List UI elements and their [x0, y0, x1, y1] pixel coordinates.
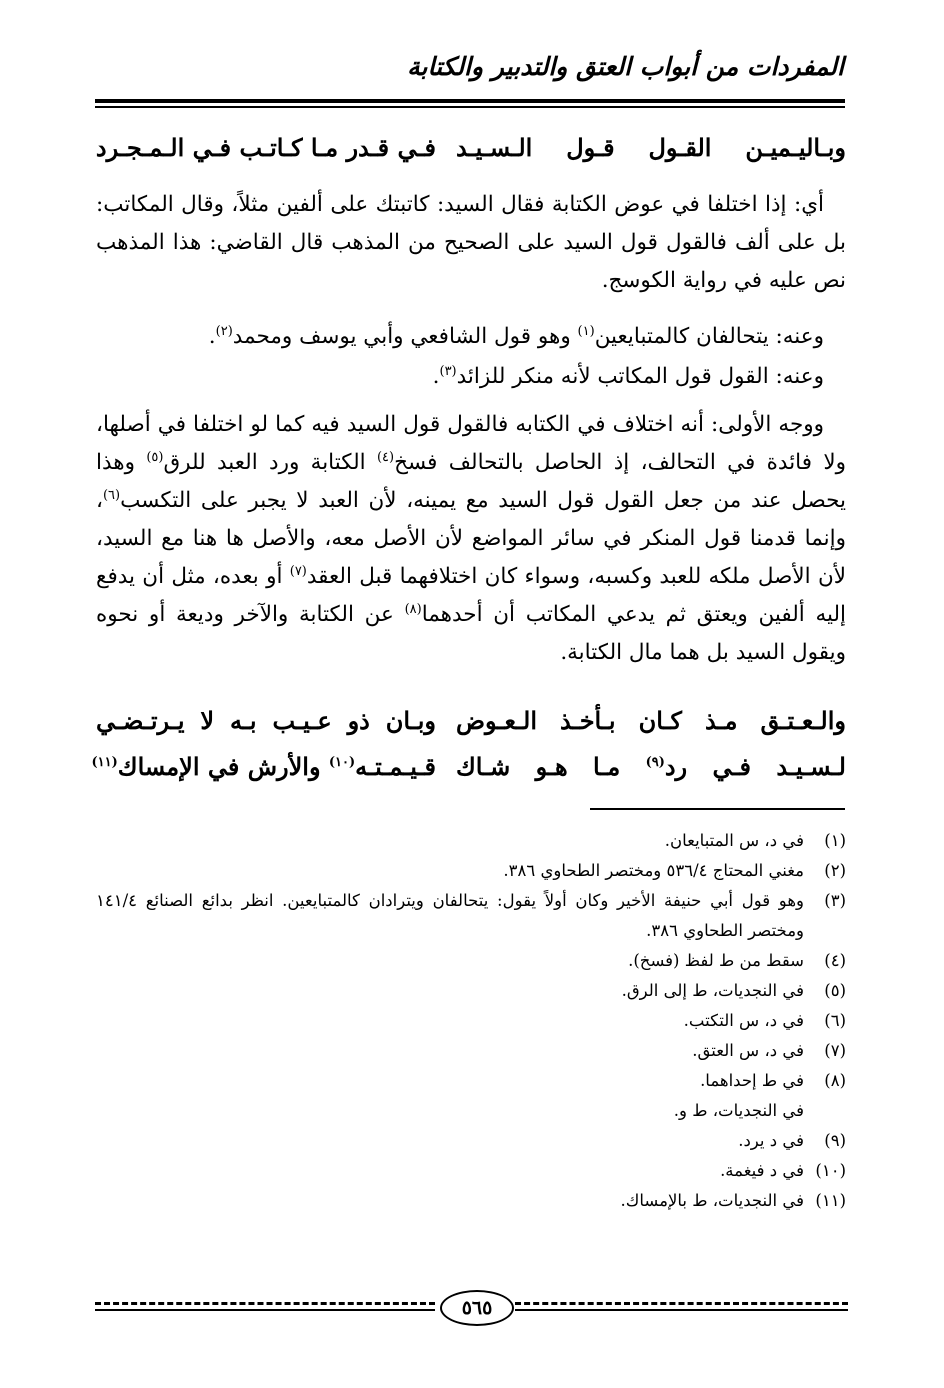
verse-2-hemistich-1: والـعـتـق مـذ كـان بـأخـذ الـعـوض: [456, 706, 846, 735]
paragraph-4-text-2: الكتابة ورد العبد للرق: [163, 450, 377, 475]
footnote-ref-3: (٣): [439, 363, 457, 379]
footnote-text: سقط من ط لفظ (فسخ).: [628, 951, 804, 970]
verse-1-hemistich-1: وبـاليـميـن القـول قـول الـسـيـد: [456, 133, 846, 162]
verse-line-3: [91, 752, 846, 794]
paragraph-3-text-b: .: [432, 364, 440, 389]
footnote-item: [96, 946, 846, 976]
paragraph-2-text-c: .: [208, 324, 216, 349]
paragraph-1-text: أي: إذا اختلفا في عوض الكتابة فقال السيد: كاتبتك على ألفين مثلاً، وقال المكاتب: بل على ألف فالقول قول السيد على الصحيح من المذهب قال القاضي: هذا المذهب نص عليه في رواية الكوسج.: [96, 192, 846, 293]
footnotes-section: [96, 826, 846, 1216]
paragraph-4-text-5: أو بعده، مثل أن يدفع إليه ألفين ويعتق ثم يدعي المكاتب أن أحدهما: [96, 564, 846, 627]
footer-rule-right: [515, 1309, 848, 1311]
footnote-text: في د، س العتق.: [692, 1041, 804, 1060]
footnote-text: في النجديات، ط بالإمساك.: [620, 1191, 804, 1210]
verse-2-hemistich-2: وبـان ذو عـيـب بـه لا يـرتـضـي: [96, 706, 436, 735]
footnote-number: (١): [824, 831, 846, 850]
verse-line-1: [96, 133, 846, 175]
paragraph-3: [96, 358, 824, 396]
footnote-item: [96, 856, 846, 886]
verse-3-hemistich-2: [91, 752, 436, 781]
paragraph-4-text-4: ، وإنما قدمنا قول المنكر في سائر المواضع لأن الأصل معه، والأصل ها هنا مع السيد، لأن الأصل ملكه للعبد وكسبه، وسواء كان اختلافهما قبل العقد: [96, 488, 846, 589]
paragraph-2-text-b: وهو قول الشافعي وأبي يوسف ومحمد: [232, 324, 578, 349]
footer-rule-left: [95, 1309, 435, 1311]
footnote-text: وهو قول أبي حنيفة الأخير وكان أولاً يقول: يتحالفان ويترادان كالمتبايعين. انظر بدائع الصنائع ١٤١/٤ ومختصر الطحاوي ٣٨٦.: [96, 891, 804, 940]
verse-3-text-a: لـسـيـد فـي رد: [664, 752, 846, 781]
footnote-item-continuation: [96, 1096, 846, 1126]
footnote-number: (٤): [824, 951, 846, 970]
footnote-ref-7: (٧): [289, 563, 307, 579]
verse-line-2: [96, 706, 846, 748]
footnote-item: [96, 1186, 846, 1216]
footnote-number: (٢): [824, 861, 846, 880]
footnote-item: [96, 1066, 846, 1096]
paragraph-2-text-a: وعنه: يتحالفان كالمتبايعين: [594, 324, 824, 349]
verse-3-text-d: والأرش في الإمساك: [117, 752, 329, 781]
footer-dashed-rule-left: [95, 1302, 435, 1305]
footnote-ref-10: (١٠): [328, 755, 356, 770]
footnote-ref-5: (٥): [146, 449, 164, 465]
footnote-item: [96, 1126, 846, 1156]
footnote-text: في النجديات، ط إلى الرق.: [621, 981, 804, 1000]
footnote-ref-1: (١): [577, 323, 595, 339]
footnote-text: في د يرد.: [738, 1131, 804, 1150]
footnote-number: (١١): [815, 1191, 846, 1210]
verse-3-text-b: مـا هـو شـاك: [456, 752, 646, 781]
footnote-ref-2: (٢): [215, 323, 233, 339]
paragraph-4-text-1: ووجه الأولى: أنه اختلاف في الكتابه فالقول قول السيد فيه كما لو اختلفا في أصلها، ولا فائدة في التحالف، إذ الحاصل بالتحالف فسخ: [96, 412, 846, 475]
running-header-title: المفردات من أبواب العتق والتدبير والكتابة: [407, 52, 844, 81]
footer-dashed-rule-right: [515, 1302, 848, 1305]
verse-1-hemistich-2: فـي قـدر مـا كـاتـب فـي الـمـجـرد: [95, 133, 436, 162]
footnote-text: في د فيغمة.: [720, 1161, 804, 1180]
footnote-number: [804, 1096, 846, 1126]
footnote-text: في د، س التكتب.: [683, 1011, 804, 1030]
footnote-number: (٩): [824, 1131, 846, 1150]
paragraph-4-text-6: عن الكتابة والآخر وديعة أو نحوه ويقول السيد بل هما مال الكتابة.: [96, 602, 846, 665]
paragraph-2: [96, 318, 824, 356]
footnote-number: (٦): [824, 1011, 846, 1030]
footnote-number: (٥): [824, 981, 846, 1000]
footnote-text: مغني المحتاج ٥٣٦/٤ ومختصر الطحاوي ٣٨٦.: [503, 861, 804, 880]
footnote-text: في النجديات، ط و.: [673, 1101, 804, 1120]
footnote-ref-4: (٤): [376, 449, 395, 465]
footnote-item: [96, 826, 846, 856]
footnote-item: [96, 886, 846, 946]
footnote-number: (٧): [824, 1041, 846, 1060]
footnote-item: [96, 1006, 846, 1036]
footnote-ref-6: (٦): [102, 487, 121, 503]
footnote-number: (١٠): [815, 1161, 846, 1180]
footnote-item: [96, 976, 846, 1006]
footnote-number: (٣): [824, 891, 846, 910]
footnote-number: (٨): [824, 1071, 846, 1090]
footnote-text: في ط إحداهما.: [700, 1071, 804, 1090]
footnote-separator: [590, 808, 845, 810]
footnote-item: [96, 1156, 846, 1186]
page-number: ٥٦٥: [440, 1290, 514, 1326]
header-rule-thin: [95, 106, 845, 108]
footnote-ref-11: (١١): [91, 755, 118, 770]
footnote-text: في د، س المتبايعان.: [664, 831, 804, 850]
paragraph-4: [96, 406, 846, 672]
footnote-ref-9: (٩): [645, 755, 665, 770]
header-rule-thick: [95, 99, 845, 103]
paragraph-1: [96, 186, 846, 300]
verse-3-text-c: قـيـمـتـه: [355, 752, 436, 781]
verse-3-hemistich-1: [456, 752, 846, 781]
footnote-item: [96, 1036, 846, 1066]
paragraph-4-text-3: وهذا يحصل عند من جعل القول قول السيد مع يمينه، لأن العبد لا يجبر على التكسب: [96, 450, 846, 513]
paragraph-3-text-a: وعنه: القول قول المكاتب لأنه منكر للزائد: [456, 364, 824, 389]
footnote-ref-8: (٨): [404, 601, 422, 617]
